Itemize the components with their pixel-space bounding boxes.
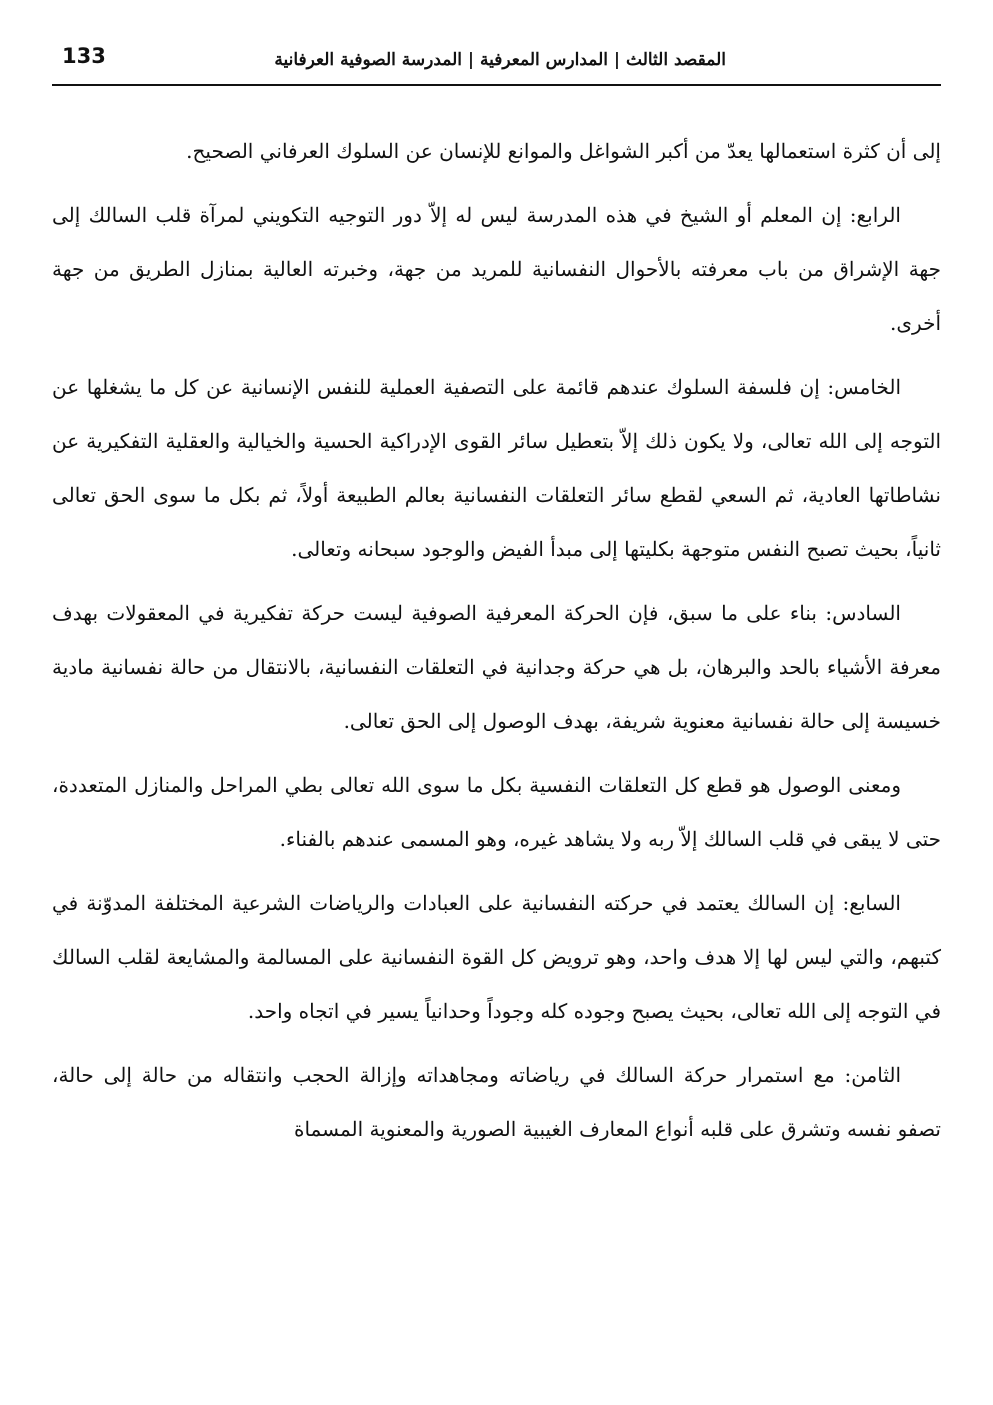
body-text — [52, 124, 941, 1166]
paragraph-sixth: السادس: بناء على ما سبق، فإن الحركة المعرفية الصوفية ليست حركة تفكيرية في المعقولات بهدف معرفة الأشياء بالحد والبرهان، بل هي حركة وجدانية في التعلقات النفسانية، بالانتقال من حالة نفسانية مادية خسيسة إلى حالة نفسانية معنوية شريفة، بهدف الوصول إلى الحق تعالى. — [52, 601, 941, 733]
paragraph-eighth: الثامن: مع استمرار حركة السالك في رياضاته ومجاهداته وإزالة الحجب وانتقاله من حالة إلى حالة، تصفو نفسه وتشرق على قلبه أنواع المعارف الغيبية الصورية والمعنوية المسماة — [52, 1063, 941, 1141]
paragraph-fifth: الخامس: إن فلسفة السلوك عندهم قائمة على التصفية العملية للنفس الإنسانية عن كل ما يشغلها عن التوجه إلى الله تعالى، ولا يكون ذلك إلاّ بتعطيل سائر القوى الإدراكية الحسية والخيالية والعقلية التفكيرية عن نشاطاتها العادية، ثم السعي لقطع سائر التعلقات النفسانية بعالم الطبيعة أولاً، ثم بكل ما سوى الحق تعالى ثانياً، بحيث تصبح النفس متوجهة بكليتها إلى مبدأ الفيض والوجود سبحانه وتعالى. — [52, 375, 941, 561]
paragraph-continuation: إلى أن كثرة استعمالها يعدّ من أكبر الشواغل والموانع للإنسان عن السلوك العرفاني الصحيح. — [186, 139, 941, 163]
page-header — [52, 36, 941, 86]
paragraph-seventh: السابع: إن السالك يعتمد في حركته النفسانية على العبادات والرياضات الشرعية المختلفة المدوّنة في كتبهم، والتي ليس لها إلا هدف واحد، وهو ترويض كل القوة النفسانية على المسالمة والمشايعة لقلب السالك في التوجه إلى الله تعالى، بحيث يصبح وجوده كله وجوداً وحدانياً يسير في اتجاه واحد. — [52, 891, 941, 1023]
page-number: 133 — [62, 44, 106, 68]
paragraph-fourth: الرابع: إن المعلم أو الشيخ في هذه المدرسة ليس له إلاّ دور التوجيه التكويني لمرآة قلب السالك إلى جهة الإشراق من باب معرفته بالأحوال النفسانية للمريد من جهة، وخبرته العالية بمنازل الطريق من جهة أخرى. — [52, 203, 941, 335]
header-rule — [52, 84, 941, 86]
running-head: المقصد الثالث | المدارس المعرفية | المدرسة الصوفية العرفانية — [274, 50, 726, 70]
paragraph-meaning-of-arrival: ومعنى الوصول هو قطع كل التعلقات النفسية بكل ما سوى الله تعالى بطي المراحل والمنازل المتعددة، حتى لا يبقى في قلب السالك إلاّ ربه ولا يشاهد غيره، وهو المسمى عندهم بالفناء. — [52, 773, 941, 851]
